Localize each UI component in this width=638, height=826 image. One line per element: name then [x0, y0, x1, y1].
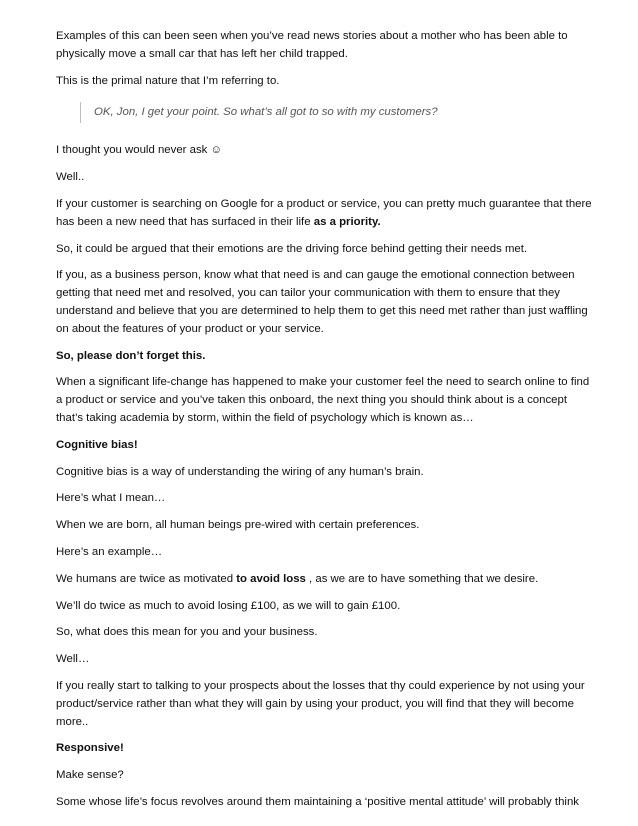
- heading-dont-forget: So, please don’t forget this.: [56, 349, 206, 362]
- paragraph-mother-example: Examples of this can been seen when you’ve read news stories about a mother who has been able to physically move a small car that has left her child trapped.: [56, 30, 568, 60]
- paragraph-life-change: When a significant life-change has happened to make your customer feel the need to search online to find a product or service and you’ve taken this onboard, the next thing you should think about is a concept that’s taking academia by storm, within the field of psychology which is known as…: [56, 376, 590, 424]
- paragraph-cognitive-bias-definition: Cognitive bias is a way of understanding the wiring of any human’s brain.: [56, 465, 424, 478]
- paragraph-make-sense: Make sense?: [56, 769, 124, 782]
- blockquote-customer-question: OK, Jon, I get your point. So what’s all got to so with my customers?: [80, 102, 592, 123]
- paragraph-twice-as-motivated-end: , as we are to have something that we desire.: [305, 572, 539, 585]
- paragraph-pre-wired: When we are born, all human beings pre-wired with certain preferences.: [56, 519, 420, 532]
- paragraph-google-search-text: If your customer is searching on Google for a product or service, you can pretty much guarantee that there has been a new need that has surfaced in their life: [56, 197, 592, 228]
- document-page: [56, 28, 592, 821]
- emphasis-as-a-priority: as a priority.: [313, 215, 381, 228]
- paragraph-primal-nature: This is the primal nature that I’m referring to.: [56, 74, 280, 87]
- emphasis-avoid-loss: to avoid loss: [236, 572, 306, 585]
- paragraph-example: Here’s an example…: [56, 545, 163, 558]
- heading-cognitive-bias: Cognitive bias!: [56, 438, 138, 451]
- heading-responsive: Responsive!: [56, 742, 124, 755]
- paragraph-never-ask: I thought you would never ask ☺: [56, 144, 223, 157]
- paragraph-google-search: [56, 196, 592, 232]
- paragraph-business-person: If you, as a business person, know what that need is and can gauge the emotional connection between getting that need met and resolved, you can tailor your communication with them to ensure that they understand and believe that you are determined to help them to get this need met rather than just waffling on about the features of your product or your service.: [56, 269, 588, 335]
- paragraph-emotions-driving-force: So, it could be argued that their emotions are the driving force behind getting their needs met.: [56, 242, 528, 255]
- paragraph-what-i-mean: Here’s what I mean…: [56, 492, 166, 505]
- paragraph-well-ellipsis: Well…: [56, 653, 90, 666]
- paragraph-what-does-this-mean: So, what does this mean for you and your business.: [56, 626, 318, 639]
- paragraph-losing-100: We’ll do twice as much to avoid losing £100, as we will to gain £100.: [56, 599, 401, 612]
- paragraph-positive-mental-attitude: Some whose life’s focus revolves around them maintaining a ‘positive mental attitude’ will probably think: [56, 795, 579, 808]
- paragraph-talking-about-losses: If you really start to talking to your prospects about the losses that thy could experience by not using your product/service rather than what they will gain by using your product, you will find that they will become more..: [56, 679, 585, 728]
- paragraph-well: Well..: [56, 171, 85, 184]
- paragraph-twice-as-motivated: [56, 571, 592, 589]
- paragraph-twice-as-motivated-start: We humans are twice as motivated: [56, 572, 237, 585]
